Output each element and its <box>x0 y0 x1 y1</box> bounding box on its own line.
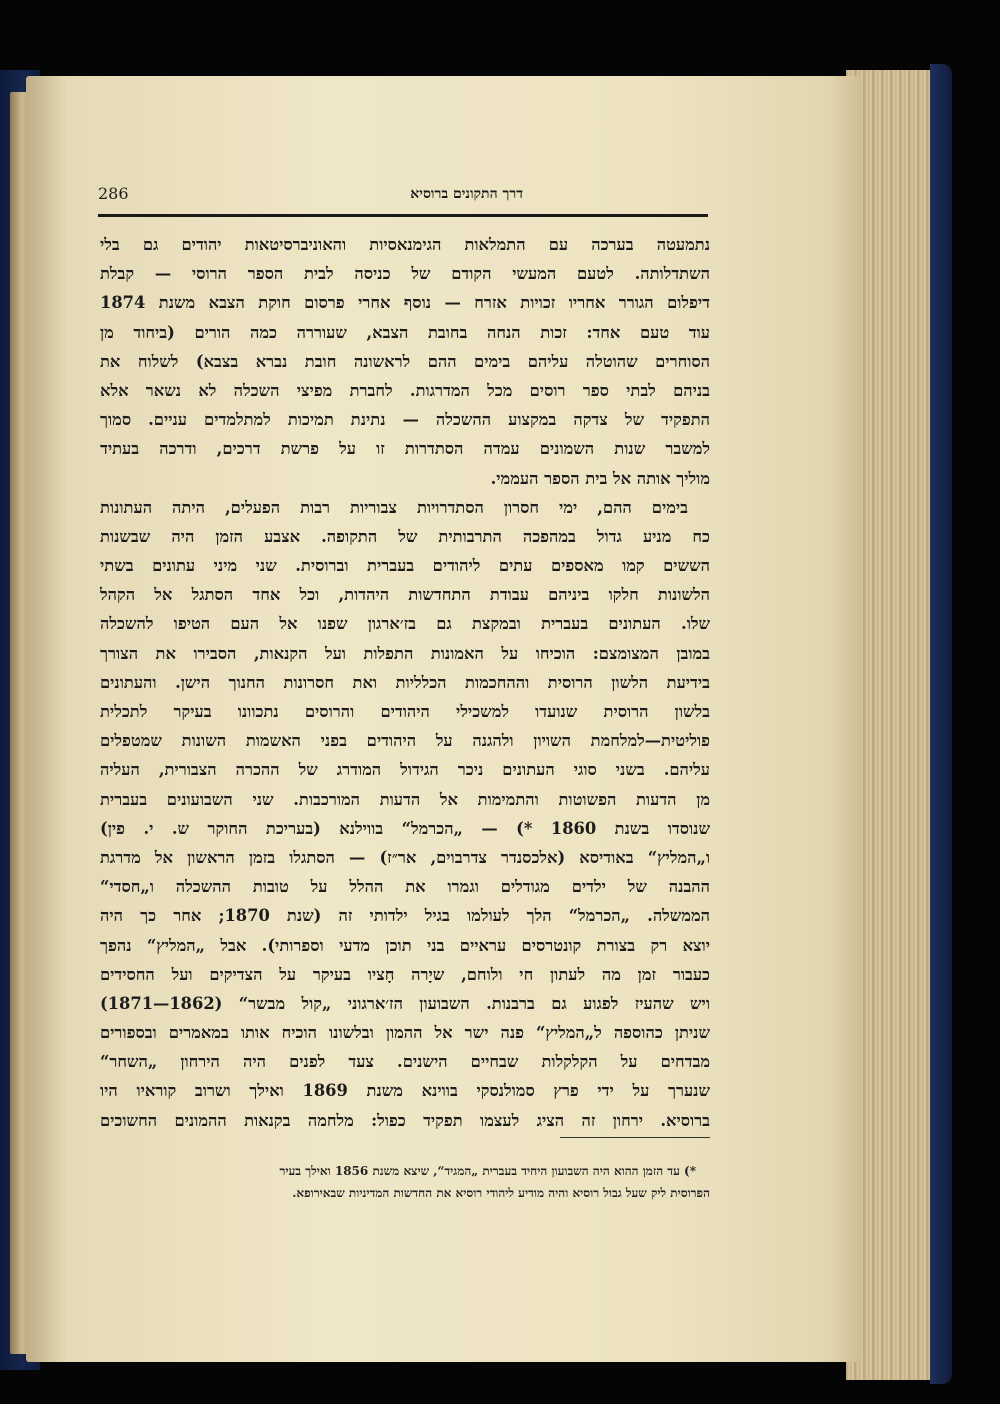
footnote-rule <box>560 1137 710 1138</box>
text-line: הלשונות חלקו ביניהם עבודת התחדשות היהדות, וכל אחד הסתגל אל הקהל <box>100 585 710 605</box>
footnote-line: *) עד הזמן ההוא היה השבועון היחיד בעברית „המגיד“, שיצא משנת 1856 ואילך בעיר <box>279 1164 696 1178</box>
text-line: ברוסיא. ירחון זה הציג לעצמו תפקיד כפול: מלחמה בקנאות ההמונים החשוכים <box>100 1110 710 1130</box>
text-line: שניתן כהוספה ל„המליץ“ פנה ישר אל ההמון ובלשונו הוכיח אותו במאמרים ובספורים <box>100 1023 710 1043</box>
text-line: הממשלה. „הכרמל“ הלך לעולמו בגיל ילדותי זה (שנת 1870; אחר כך היה <box>100 906 710 926</box>
text-line: דיפלום הגורר אחריו זכויות אזרח — נוסף אחרי פרסום חוקת הצבא משנת 1874 <box>100 293 710 313</box>
text-line: התפקיד של צדקה במקצוע ההשכלה — נתינת תמיכות למתלמדים עניים. סמוך <box>100 410 710 430</box>
text-line: ההבנה של ילדים מגודלים וגמרו את ההלל על טובות ההשכלה ו„חסדי“ <box>100 877 710 897</box>
text-line: מוליך אותה אל בית הספר העממי. <box>490 468 710 488</box>
text-line: בלשון הרוסית שנועדו למשכילי היהודים והרוסים נתכוונו בעיקר לתכלית <box>100 702 710 721</box>
text-line: שלו. העתונים בעברית ובמקצת גם בז׳ארגון שפנו אל העם הטיפו להשכלה <box>100 614 710 634</box>
text-line: ויש שהעיז לפגוע גם ברבנות. השבועון הז׳ארגוני „קול מבשר“ (1862—1871) <box>100 993 710 1013</box>
text-line: בימים ההם, ימי חסרון הסתדרויות צבוריות רבות הפעלים, היתה העתונות <box>100 497 688 517</box>
text-line: ו„המליץ“ באודיסא (אלכסנדר צדרבוים, אר״ז) — הסתגלו בזמן הראשון אל מדרגת <box>100 847 710 867</box>
main-text <box>100 230 710 1135</box>
text-line: שנוסדו בשנת 1860 *) — „הכרמל“ בווילנא (בעריכת החוקר ש. י. פין) <box>100 818 710 838</box>
text-line: כח מניע גדול במהפכה התרבותית של התקופה. אצבע הזמן היה שבשנות <box>100 526 710 546</box>
footnotes <box>100 1160 710 1204</box>
text-line: פוליטית—למלחמת השויון ולהגנה על היהודים בפני האשמות השונות שמטפלים <box>100 731 710 751</box>
text-line: למשבר שנות השמונים עמדה הסתדרות זו על פרשת דרכים, ודרכה בעתיד <box>100 439 710 459</box>
text-line: נתמעטה בערכה עם התמלאות הגימנאסיות והאוניברסיטאות יהודים גם בלי <box>100 235 710 254</box>
text-line: במובן המצומצם: הוכיחו על האמונות התפלות ועל הקנאות, הסבירו את הצורך <box>100 643 710 663</box>
footnote-line: הפרוסית ליק שעל גבול רוסיא והיה מודיע ליהודי רוסיא את החדשות המדיניות שבאירופא. <box>292 1186 710 1200</box>
text-line: הששים קמו מאספים עתים ליהודים בעברית וברוסית. שני מיני עתונים בשתי <box>100 556 710 576</box>
page-header <box>98 178 708 212</box>
text-line: עוד טעם אחד: זכות הנחה בחובת הצבא, שעוררה כמה הורים (ביחוד מן <box>100 322 710 342</box>
text-line: בניהם לבתי ספר רוסים מכל המדרגות. לחברת מפיצי השכלה לא נשאר אלא <box>100 380 710 400</box>
text-line: בידיעת הלשון הרוסית וההחכמות הכלליות ואת חסרונות החנוך הישן. והעתונים <box>100 672 710 692</box>
text-line: מן הדעות הפשוטות והתמימות אל הדעות המורכבות. שני השבועונים בעברית <box>100 789 710 809</box>
text-line: מבדחים על הקלקלות שבחיים הישנים. צעד לפנים היה הירחון „השחר“ <box>100 1052 710 1072</box>
running-head: דרך התקונים ברוסיא <box>410 186 523 202</box>
text-line: עליהם. בשני סוגי העתונים ניכר הגידול המודרג של ההכרה הצבורית, העליה <box>100 760 710 780</box>
text-line: השתדלותה. לטעם המעשי הקודם של כניסה לבית הספר הרוסי — קבלת <box>100 264 710 284</box>
header-rule <box>98 214 708 217</box>
text-line: שנערך על ידי פרץ סמולנסקי בווינא משנת 1869 ואילך ושרוב קוראיו היו <box>100 1081 710 1101</box>
book-cover-right <box>930 64 952 1384</box>
page-number: 286 <box>98 184 129 203</box>
text-line: הסוחרים שהוטלה עליהם בימים ההם לראשונה חובת נברא בצבא) לשלוח את <box>100 351 710 371</box>
text-line: יוצא רק בצורת קונטרסים עראיים בני תוכן מדעי וספרותי). אבל „המליץ“ נהפך <box>100 935 710 955</box>
text-line: כעבור זמן מה לעתון חי ולוחם, שיָרה חָציו בעיקר על הצדיקים ועל החסידים <box>100 964 710 984</box>
